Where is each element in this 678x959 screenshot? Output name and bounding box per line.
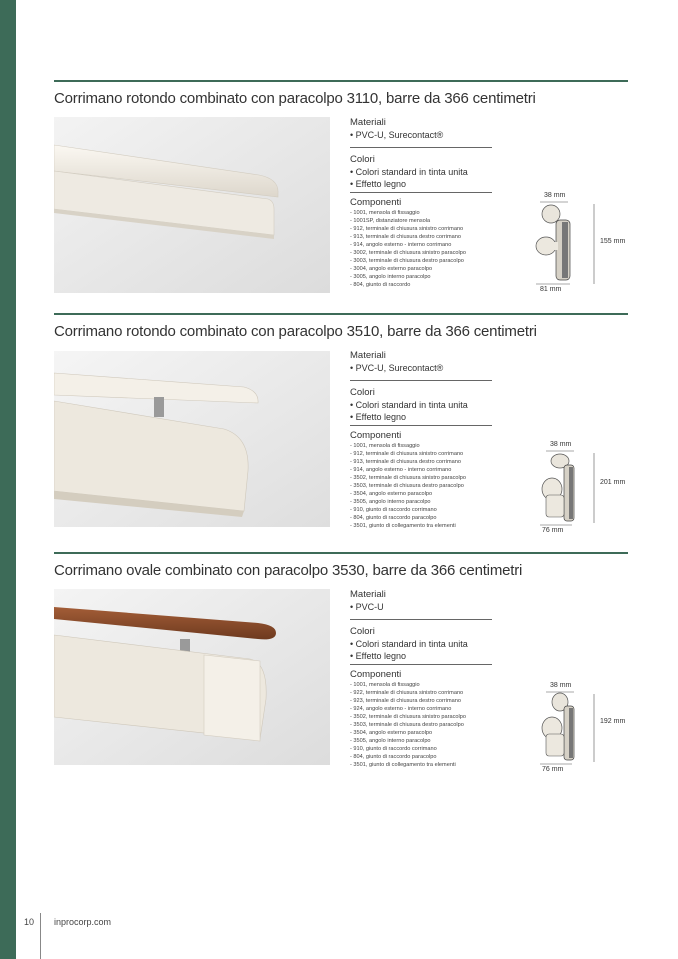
component-item: - 3005, angolo interno paracolpo [350, 274, 431, 280]
components-list [350, 209, 492, 289]
components-heading: Componenti [350, 669, 402, 680]
colors-heading: Colori [350, 387, 375, 398]
component-item: - 3501, giunto di collegamento tra elementi [350, 523, 456, 529]
component-item: - 1001SP, distanziatore mensola [350, 218, 431, 224]
component-item: - 3504, angolo esterno paracolpo [350, 491, 433, 497]
page-number: 10 [24, 917, 35, 927]
section-divider [54, 552, 628, 554]
color-option: • Colori standard in tinta unita [350, 167, 468, 177]
product-3110 [54, 80, 628, 300]
component-item: - 912, terminale di chiusura sinistro corrimano [350, 226, 464, 232]
colors-heading: Colori [350, 154, 375, 165]
dim-bottom: 76 mm [542, 766, 564, 773]
cross-section-diagram [532, 441, 632, 551]
product-title [54, 323, 537, 340]
spec-divider [350, 664, 492, 665]
components-heading: Componenti [350, 197, 402, 208]
component-item: - 910, giunto di raccordo corrimano [350, 507, 437, 513]
component-item: - 1001, mensola di fissaggio [350, 443, 420, 449]
spec-divider [350, 192, 492, 193]
title-bold: barre da 366 centimetri [382, 90, 536, 107]
component-item: - 804, giunto di raccordo paracolpo [350, 515, 437, 521]
dim-side: 155 mm [600, 238, 626, 245]
footer-divider [40, 913, 41, 959]
component-item: - 3002, terminale di chiusura sinistro paracolpo [350, 250, 466, 256]
component-item: - 924, angolo esterno - interno corrimano [350, 706, 452, 712]
component-item: - 804, giunto di raccordo [350, 282, 411, 288]
dim-top: 38 mm [550, 682, 572, 689]
cross-section-diagram [532, 682, 632, 792]
component-item: - 913, terminale di chiusura destro corrimano [350, 234, 461, 240]
component-item: - 3503, terminale di chiusura destro paracolpo [350, 483, 464, 489]
materials-value: • PVC-U, Surecontact® [350, 130, 444, 140]
components-heading: Componenti [350, 430, 402, 441]
component-item: - 913, terminale di chiusura destro corrimano [350, 459, 461, 465]
product-specs [350, 350, 492, 530]
product-specs [350, 589, 492, 769]
title-bold: barre da 366 centimetri [368, 562, 523, 579]
product-3510 [54, 313, 628, 538]
dim-bottom: 81 mm [540, 286, 562, 293]
title-bold: barre da 366 centimetri [383, 323, 537, 340]
component-item: - 3501, giunto di collegamento tra elementi [350, 762, 456, 768]
section-divider [54, 80, 628, 82]
spec-divider [350, 425, 492, 426]
component-item: - 914, angolo esterno - interno corrimano [350, 242, 452, 248]
component-item: - 912, terminale di chiusura sinistro corrimano [350, 451, 464, 457]
product-title [54, 90, 536, 107]
component-item: - 3502, terminale di chiusura sinistro paracolpo [350, 714, 466, 720]
product-photo [54, 351, 330, 527]
component-item: - 3503, terminale di chiusura destro paracolpo [350, 722, 464, 728]
dim-side: 201 mm [600, 479, 626, 486]
spec-divider [350, 619, 492, 620]
component-item: - 923, terminale di chiusura destro corrimano [350, 698, 461, 704]
materials-heading: Materiali [350, 350, 386, 361]
title-regular: Corrimano ovale combinato con paracolpo 3530, [54, 562, 369, 579]
product-3530 [54, 552, 628, 777]
component-item: - 3502, terminale di chiusura sinistro paracolpo [350, 475, 466, 481]
product-title [54, 562, 522, 579]
spec-divider [350, 147, 492, 148]
component-item: - 3504, angolo esterno paracolpo [350, 730, 433, 736]
color-option: • Colori standard in tinta unita [350, 400, 468, 410]
title-regular: Corrimano rotondo combinato con paracolpo 3510, [54, 323, 384, 340]
product-specs [350, 117, 492, 289]
color-option: • Colori standard in tinta unita [350, 639, 468, 649]
component-item: - 3505, angolo interno paracolpo [350, 499, 431, 505]
component-item: - 804, giunto di raccordo paracolpo [350, 754, 437, 760]
materials-value: • PVC-U, Surecontact® [350, 363, 444, 373]
color-option: • Effetto legno [350, 412, 407, 422]
materials-heading: Materiali [350, 117, 386, 128]
component-item: - 914, angolo esterno - interno corrimano [350, 467, 452, 473]
dim-side: 192 mm [600, 718, 626, 725]
colors-heading: Colori [350, 626, 375, 637]
section-divider [54, 313, 628, 315]
component-item: - 910, giunto di raccordo corrimano [350, 746, 437, 752]
spec-divider [350, 380, 492, 381]
footer-url: inprocorp.com [54, 917, 112, 927]
component-item: - 3505, angolo interno paracolpo [350, 738, 431, 744]
component-item: - 3004, angolo esterno paracolpo [350, 266, 433, 272]
side-color-bar [0, 0, 16, 959]
dim-top: 38 mm [550, 441, 572, 448]
product-photo [54, 117, 330, 293]
product-photo [54, 589, 330, 765]
component-item: - 1001, mensola di fissaggio [350, 210, 420, 216]
component-item: - 1001, mensola di fissaggio [350, 682, 420, 688]
materials-value: • PVC-U [350, 602, 384, 612]
color-option: • Effetto legno [350, 651, 407, 661]
component-item: - 922, terminale di chiusura sinistro corrimano [350, 690, 464, 696]
components-list [350, 442, 492, 530]
color-option: • Effetto legno [350, 179, 407, 189]
dim-bottom: 76 mm [542, 527, 564, 534]
cross-section-diagram [526, 192, 626, 302]
components-list [350, 681, 492, 769]
component-item: - 3003, terminale di chiusura destro paracolpo [350, 258, 464, 264]
materials-heading: Materiali [350, 589, 386, 600]
dim-top: 38 mm [544, 192, 566, 199]
title-regular: Corrimano rotondo combinato con paracolpo 3110, [54, 90, 383, 107]
